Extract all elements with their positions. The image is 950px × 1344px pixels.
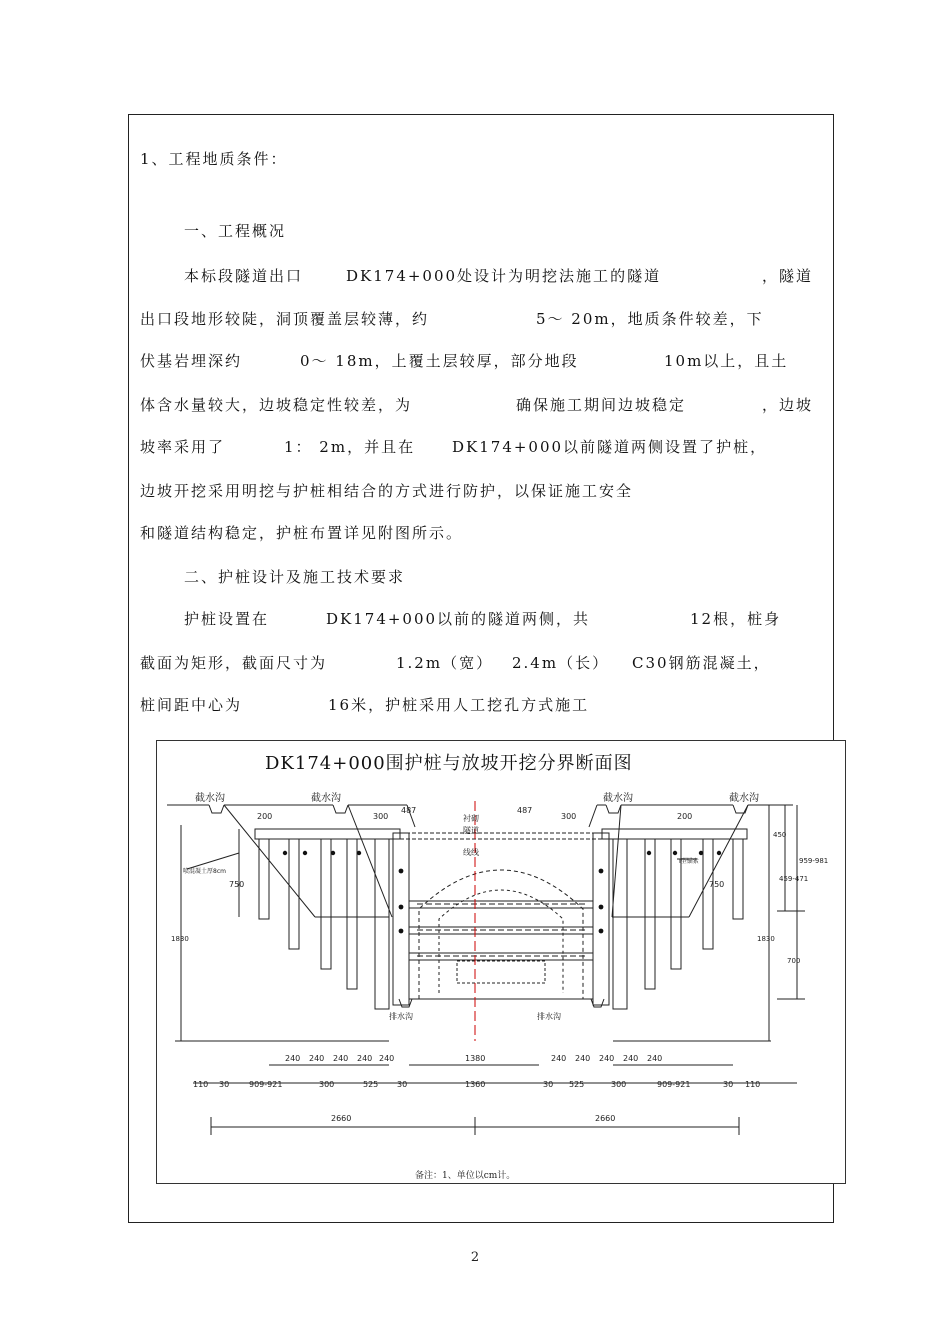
ditch-label-top: 截水沟 [195, 793, 225, 804]
dim-label: 1380 [465, 1054, 486, 1063]
dim-label: 30 [219, 1080, 230, 1089]
dim-label: 30 [723, 1080, 734, 1089]
paragraph-line: 桩间距中心为 [140, 696, 243, 714]
ditch-label-bottom: 排水沟 [389, 1012, 413, 1021]
paragraph-line: 10m以上，且土 [664, 352, 789, 370]
paragraph-line: 体含水量较大，边坡稳定性较差，为 [140, 396, 413, 414]
dim-label: 1360 [465, 1080, 486, 1089]
cross-section-figure [156, 740, 846, 1184]
dim-label: 1830 [171, 935, 189, 943]
dim-label: 240 [647, 1054, 663, 1063]
figure-title: DK174+000围护桩与放坡开挖分界断面图 [265, 753, 633, 774]
dim-label: 525 [569, 1080, 585, 1089]
dim-label: 200 [677, 812, 693, 821]
dim-label: 909-921 [657, 1080, 691, 1089]
dim-label: 459-471 [779, 875, 809, 883]
dim-label: 240 [575, 1054, 591, 1063]
paragraph-line: 12根，桩身 [690, 610, 782, 628]
dim-label: 300 [319, 1080, 335, 1089]
dim-label: 750 [709, 880, 725, 889]
paragraph-line: 确保施工期间边坡稳定 [516, 396, 687, 414]
dim-label: 110 [745, 1080, 761, 1089]
dim-label: 240 [551, 1054, 567, 1063]
section-heading: 1、工程地质条件： [140, 150, 288, 168]
dim-label: 240 [285, 1054, 301, 1063]
dim-label: 1830 [757, 935, 775, 943]
dim-label: 300 [373, 812, 389, 821]
paragraph-line: 护桩设置在 [184, 610, 270, 628]
shotcrete-note: 喷混凝土厚8cm [183, 868, 226, 875]
paragraph-line: 1： 2m，并且在 [284, 438, 416, 456]
paragraph-line: 二、护桩设计及施工技术要求 [184, 568, 406, 586]
paragraph-line: 0～ 18m，上覆土层较厚，部分地段 [300, 352, 579, 370]
paragraph-line: 边坡开挖采用明挖与护桩相结合的方式进行防护，以保证施工安全 [140, 482, 634, 500]
dim-label: 487 [517, 806, 533, 815]
paragraph-line: 坡率采用了 [140, 438, 226, 456]
dim-label: 240 [309, 1054, 325, 1063]
centerline-label: 线线 [463, 848, 479, 857]
page-number: 2 [470, 1250, 480, 1265]
paragraph-line: DK174+000处设计为明挖法施工的隧道 [346, 267, 662, 285]
centerline-label: 衬砌 [463, 814, 479, 823]
dim-label: 300 [611, 1080, 627, 1089]
paragraph-line: 一、工程概况 [184, 222, 287, 240]
paragraph-line: C30钢筋混凝土， [632, 654, 771, 672]
dim-label: 200 [257, 812, 273, 821]
paragraph-line: 16米，护桩采用人工挖孔方式施工 [328, 696, 590, 714]
centerline-label: 隧道 [463, 826, 479, 835]
paragraph-line: 1.2m（宽） [396, 654, 494, 672]
dim-label: 30 [397, 1080, 408, 1089]
paragraph-line: DK174+000以前的隧道两侧，共 [326, 610, 591, 628]
paragraph-line: ，隧道 [762, 267, 814, 285]
paragraph-line: 和隧道结构稳定，护桩布置详见附图所示。 [140, 524, 464, 542]
dim-label: 2660 [331, 1114, 352, 1123]
ditch-label-top: 截水沟 [603, 793, 633, 804]
paragraph-line: DK174+000以前隧道两侧设置了护桩， [452, 438, 768, 456]
dim-label: 959-981 [799, 857, 829, 865]
dim-label: 909-921 [249, 1080, 283, 1089]
ditch-label-bottom: 排水沟 [537, 1012, 561, 1021]
paragraph-line: 本标段隧道出口 [184, 267, 304, 285]
pile-label: I型锚索 [679, 858, 699, 865]
ditch-label-top: 截水沟 [729, 793, 759, 804]
dim-label: 2660 [595, 1114, 616, 1123]
paragraph-line: ，边坡 [762, 396, 814, 414]
dim-label: 240 [599, 1054, 615, 1063]
dim-label: 700 [787, 957, 801, 965]
paragraph-line: 截面为矩形，截面尺寸为 [140, 654, 328, 672]
cross-section-drawing [157, 741, 847, 1185]
dim-label: 240 [357, 1054, 373, 1063]
paragraph-line: 伏基岩埋深约 [140, 352, 243, 370]
dim-label: 450 [773, 831, 787, 839]
dim-label: 30 [543, 1080, 554, 1089]
dim-label: 240 [333, 1054, 349, 1063]
dim-label: 750 [229, 880, 245, 889]
ditch-label-top: 截水沟 [311, 793, 341, 804]
paragraph-line: 5～ 20m，地质条件较差，下 [536, 310, 764, 328]
dim-label: 300 [561, 812, 577, 821]
dim-label: 487 [401, 806, 417, 815]
dim-label: 525 [363, 1080, 379, 1089]
paragraph-line: 2.4m（长） [512, 654, 610, 672]
dim-label: 240 [623, 1054, 639, 1063]
dim-label: 110 [193, 1080, 209, 1089]
figure-note: 备注：1、单位以cm计。 [415, 1171, 516, 1181]
dim-label: 240 [379, 1054, 395, 1063]
paragraph-line: 出口段地形较陡，洞顶覆盖层较薄，约 [140, 310, 430, 328]
